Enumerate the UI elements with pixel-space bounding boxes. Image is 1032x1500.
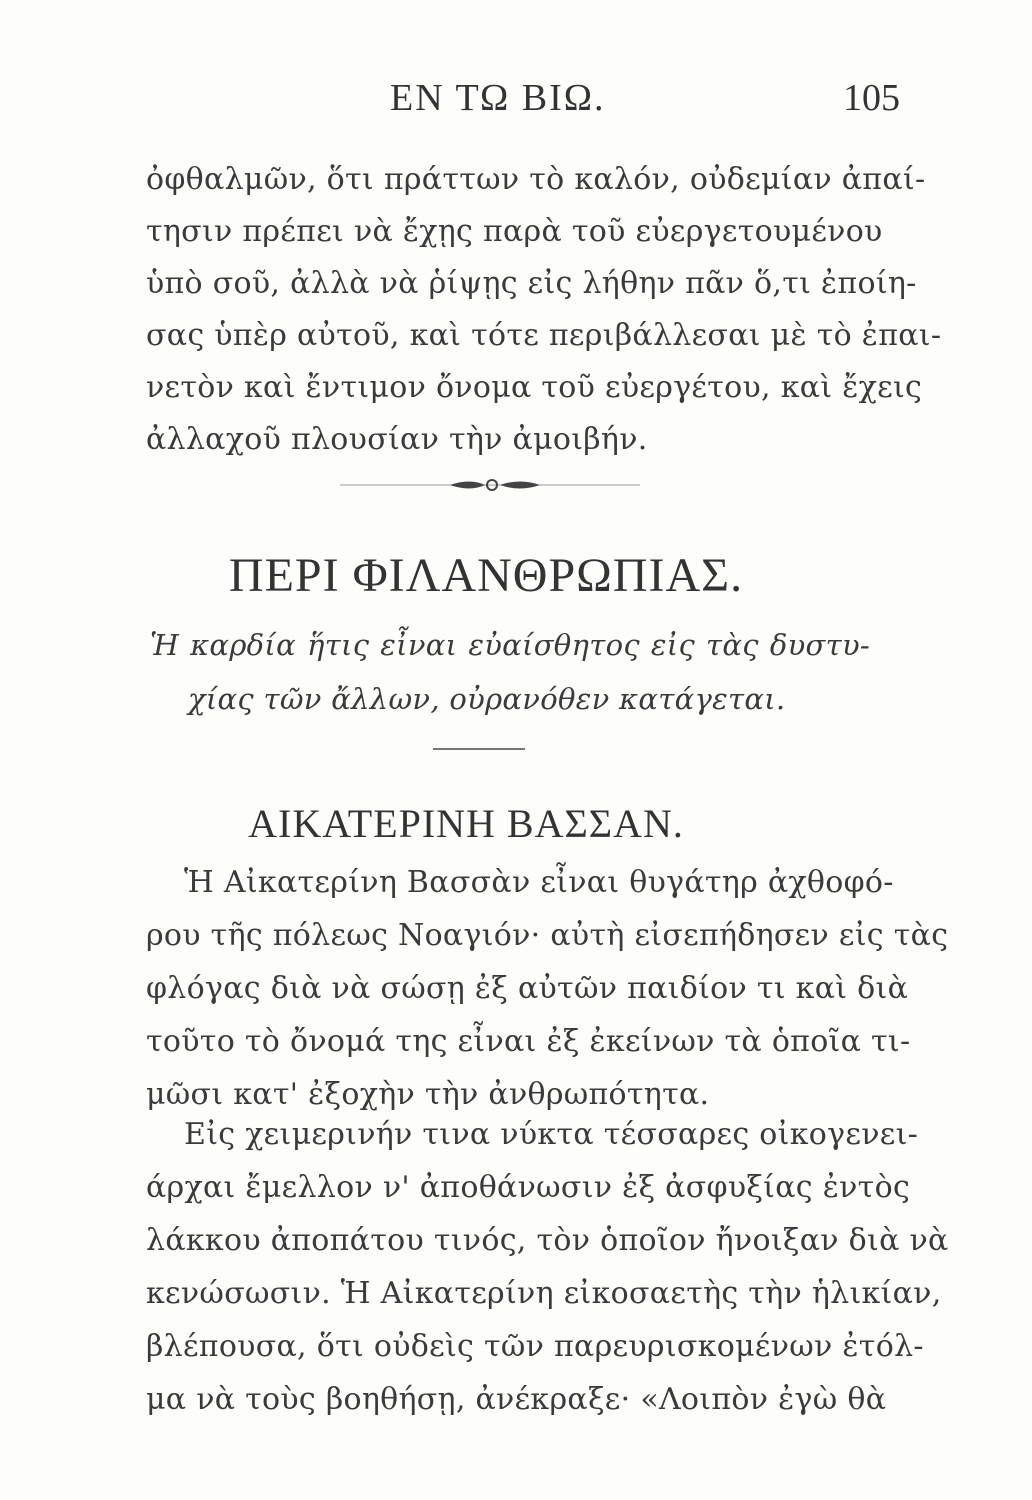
text-line: Εἰς χειμερινήν τινα νύκτα τέσσαρες οἰκογενει- (184, 1117, 919, 1152)
text-line: σας ὑπὲρ αὐτοῦ, καὶ τότε περιβάλλεσαι μὲ τὸ ἐπαι- (146, 318, 942, 353)
paragraph-continued (146, 154, 942, 466)
text-line: φλόγας διὰ νὰ σώσῃ ἐξ αὐτῶν παιδίον τι καὶ διὰ (146, 971, 909, 1006)
text-line: λάκκου ἀποπάτου τινός, τὸν ὁποῖον ἤνοιξαν διὰ νὰ (146, 1223, 949, 1258)
paragraph (146, 856, 949, 1121)
page-header (0, 76, 1032, 126)
text-line: τοῦτο τὸ ὄνομά της εἶναι ἐξ ἐκείνων τὰ ὁποῖα τι- (146, 1024, 911, 1059)
motto (150, 618, 870, 726)
section-heading: ΑΙΚΑΤΕΡΙΝΗ ΒΑΣΣΑΝ. (248, 801, 684, 846)
text-line: ὑπὸ σοῦ, ἀλλὰ νὰ ῥίψῃς εἰς λήθην πᾶν ὅ,τι ἐποίη- (146, 266, 917, 301)
text-line: ρου τῆς πόλεως Νοαγιόν· αὐτὴ εἰσεπήδησεν εἰς τὰς (146, 918, 949, 953)
page-number: 105 (843, 77, 900, 119)
text-line: μα νὰ τοὺς βοηθήσῃ, ἀνέκραξε· «Λοιπὸν ἐγὼ θὰ (146, 1382, 887, 1417)
text-line: κενώσωσιν. Ἡ Αἰκατερίνη εἰκοσαετὴς τὴν ἡλικίαν, (146, 1276, 942, 1311)
short-rule (433, 748, 525, 750)
text-line: μῶσι κατ' ἐξοχὴν τὴν ἀνθρωπότητα. (146, 1077, 710, 1112)
motto-line: χίας τῶν ἄλλων, οὐρανόθεν κατάγεται. (188, 682, 786, 716)
running-title: ΕΝ ΤΩ ΒΙΩ. (390, 77, 606, 119)
motto-line: Ἡ καρδία ἥτις εἶναι εὐαίσθητος εἰς τὰς δυστυ- (150, 628, 870, 662)
text-line: νετὸν καὶ ἔντιμον ὄνομα τοῦ εὐεργέτου, καὶ ἔχεις (146, 370, 923, 405)
section-heading: ΠΕΡΙ ΦΙΛΑΝΘΡΩΠΙΑΣ. (228, 549, 744, 602)
text-line: ὀφθαλμῶν, ὅτι πράττων τὸ καλόν, οὐδεμίαν ἀπαί- (146, 162, 926, 197)
ornamental-divider (340, 470, 640, 500)
text-line: βλέπουσα, ὅτι οὐδεὶς τῶν παρευρισκομένων ἐτόλ- (146, 1329, 924, 1364)
paragraph (146, 1108, 949, 1426)
text-line: Ἡ Αἰκατερίνη Βασσὰν εἶναι θυγάτηρ ἀχθοφό- (184, 865, 894, 900)
text-line: τησιν πρέπει νὰ ἔχῃς παρὰ τοῦ εὐεργετουμένου (146, 214, 883, 249)
text-line: άρχαι ἔμελλον ν' ἀποθάνωσιν ἐξ ἀσφυξίας ἐντὸς (146, 1170, 911, 1205)
text-line: ἀλλαχοῦ πλουσίαν τὴν ἀμοιβήν. (146, 422, 648, 457)
